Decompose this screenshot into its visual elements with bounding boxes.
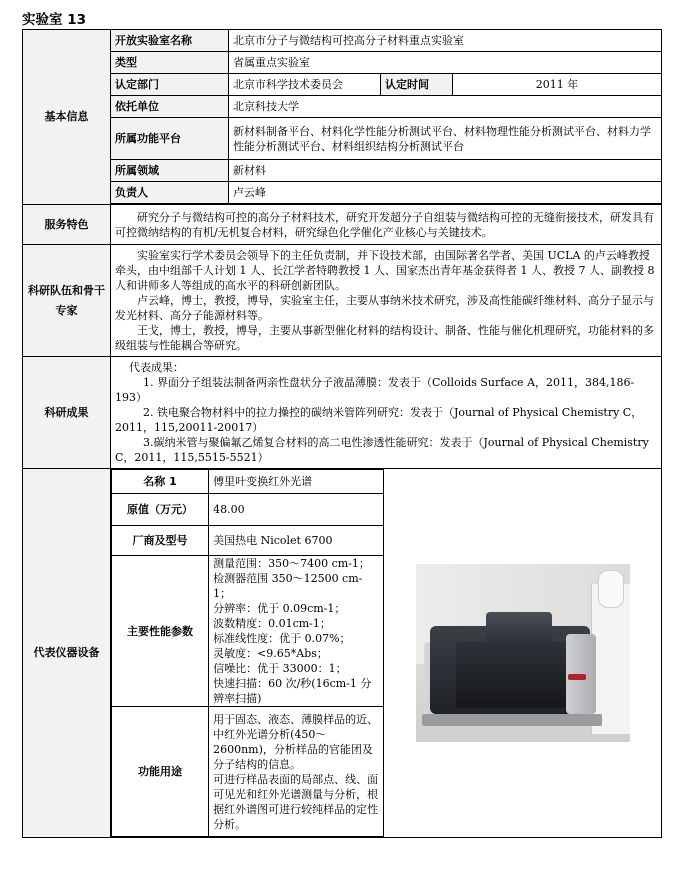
spec-line: 标准线性度：优于 0.07%； (213, 632, 351, 645)
instrument-specs (209, 556, 384, 707)
spec-line: 灵敏度：<9.65*Abs； (213, 647, 328, 660)
instrument-maker-value: 美国热电 Nicolet 6700 (209, 526, 384, 556)
type-label: 类型 (111, 52, 229, 74)
service-text: 研究分子与微结构可控的高分子材料技术，研究开发超分子自组装与微结构可控的无缝衔接技术，研发具有可控微纳结构的有机/无机复合材料，研究绿色化学催化产业核心与关键技术。 (115, 210, 654, 239)
instrument-specs-label: 主要性能参数 (112, 556, 209, 707)
team-paragraph: 王戈，博士，教授，博导，主要从事新型催化材料的结构设计、制备、性能与催化机理研究，功能材料的多级组装与性能耦合等研究。 (115, 324, 654, 352)
instrument-photo-cell (384, 470, 661, 837)
instrument-name-label: 名称 1 (112, 470, 209, 494)
lab-info-table (22, 29, 662, 838)
platform-value: 新材料制备平台、材料化学性能分析测试平台、材料物理性能分析测试平台、材料力学性能分析测试平台、材料组织结构分析测试平台 (229, 118, 662, 160)
section-team: 科研队伍和骨干专家 (23, 245, 111, 357)
type-value: 省属重点实验室 (229, 52, 662, 74)
section-achievements: 科研成果 (23, 357, 111, 469)
field-value: 新材料 (229, 160, 662, 182)
achievement-item: 3.碳纳米管与聚偏氟乙烯复合材料的高二电性渗透性能研究：发表于（Journal of Physical Chemistry C，2011，115,5515-5521） (115, 436, 649, 464)
spec-line: 信噪比：优于 33000：1； (213, 662, 347, 675)
ftir-spectrometer-photo (416, 564, 630, 742)
leader-label: 负责人 (111, 182, 229, 204)
spec-line: 快速扫描：60 次/秒(16cm-1 分辨率扫描) (213, 677, 372, 705)
field-label: 所属领域 (111, 160, 229, 182)
achievement-item: 1. 界面分子组装法制备两亲性盘状分子液晶薄膜：发表于（Colloids Surface A，2011，384,186-193） (115, 376, 635, 404)
spec-line: 检测器范围 350～12500 cm-1； (213, 572, 363, 600)
use-line: 用于固态、液态、薄膜样品的近、中红外光谱分析(450～2600nm)，分析样品的官能团及分子结构的信息。 (213, 712, 379, 771)
achievements-heading: 代表成果： (129, 361, 184, 374)
instrument-price-label: 原值（万元） (112, 494, 209, 526)
section-instrument: 代表仪器设备 (23, 469, 111, 838)
time-label: 认定时间 (381, 74, 453, 96)
time-value: 2011 年 (453, 74, 662, 96)
instrument-use-label: 功能用途 (112, 707, 209, 837)
team-paragraph: 卢云峰，博士，教授，博导，实验室主任，主要从事纳米技术研究，涉及高性能碳纤维材料、高分子显示与发光材料、高分子能源材料等。 (115, 294, 654, 322)
lab-name-label: 开放实验室名称 (111, 30, 229, 52)
dept-label: 认定部门 (111, 74, 229, 96)
spec-line: 测量范围：350～7400 cm-1； (213, 557, 370, 570)
lab-name-value: 北京市分子与微结构可控高分子材料重点实验室 (229, 30, 662, 52)
instrument-name-value: 傅里叶变换红外光谱 (209, 470, 384, 494)
leader-value: 卢云峰 (229, 182, 662, 204)
instrument-price-value: 48.00 (209, 494, 384, 526)
section-service: 服务特色 (23, 205, 111, 245)
host-value: 北京科技大学 (229, 96, 662, 118)
host-label: 依托单位 (111, 96, 229, 118)
spec-line: 分辨率：优于 0.09cm-1； (213, 602, 346, 615)
platform-label: 所属功能平台 (111, 118, 229, 160)
page-title: 实验室 13 (22, 12, 86, 28)
instrument-table (111, 469, 661, 837)
team-paragraph: 实验室实行学术委员会领导下的主任负责制，并下设技术部，由国际著名学者、美国 UCLA 的卢云峰教授牵头，由中组部千人计划 1 人、长江学者特聘教授 1 人、国家杰出青年基金获得者 1 人、教授 7 人、副教授 8 人和讲师多人等组成的高水平的科研创新团队。 (115, 249, 655, 292)
spec-line: 波数精度：0.01cm-1； (213, 617, 331, 630)
section-basic-info: 基本信息 (23, 30, 111, 205)
instrument-maker-label: 厂商及型号 (112, 526, 209, 556)
dept-value: 北京市科学技术委员会 (229, 74, 381, 96)
achievement-item: 2. 铁电聚合物材料中的拉力操控的碳纳米管阵列研究：发表于（Journal of Physical Chemistry C，2011，115,20011-20017） (115, 406, 643, 434)
use-line: 可进行样品表面的局部点、线、面可见光和红外光谱测量与分析，根据红外谱图可进行较纯样品的定性分析。 (213, 772, 379, 831)
instrument-use (209, 707, 384, 837)
